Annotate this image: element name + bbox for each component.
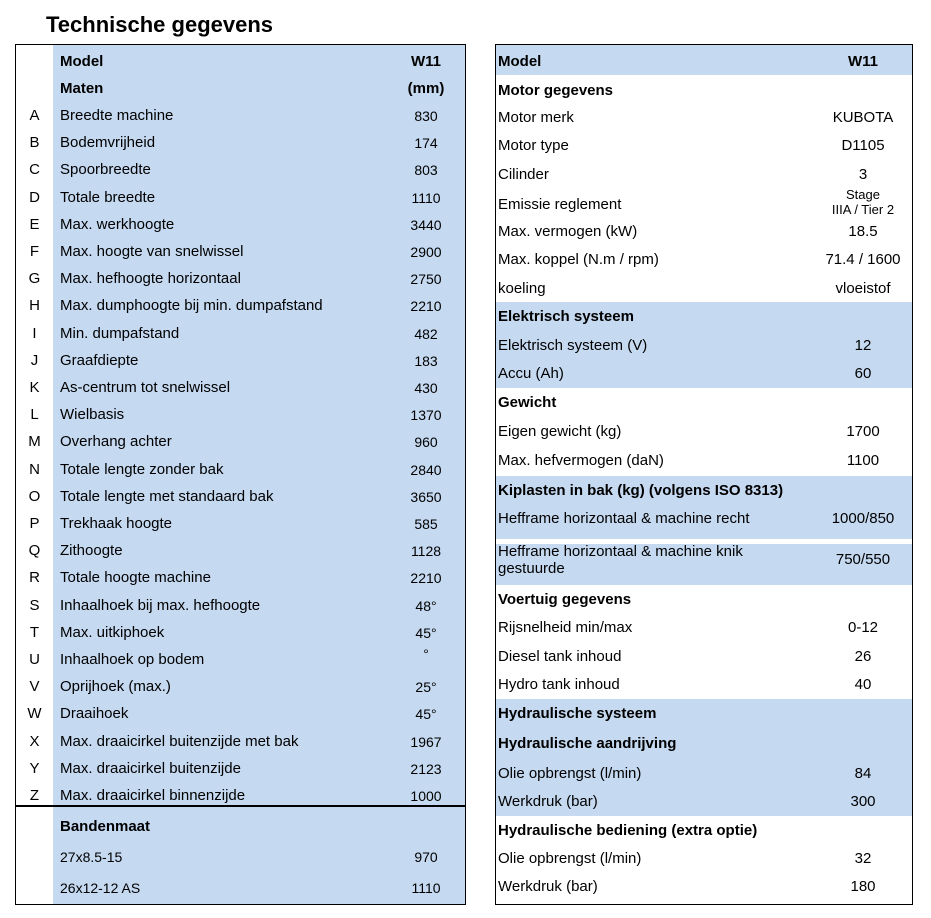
spec-label: koeling	[498, 280, 546, 297]
dimension-letter: W	[27, 705, 42, 723]
dimension-label: Zithoogte	[60, 542, 123, 560]
dimension-value: 174	[414, 135, 438, 152]
spec-label: Hefframe horizontaal & machine knik	[498, 543, 743, 560]
maten-unit: (mm)	[407, 80, 445, 97]
spec-label: Rijsnelheid min/max	[498, 619, 633, 636]
dimension-letter: S	[29, 596, 40, 614]
dimension-value: 3650	[410, 488, 442, 505]
tyre-size-label: 27x8.5-15	[60, 849, 123, 865]
dimension-label: Max. uitkiphoek	[60, 623, 165, 641]
dimension-letter: I	[32, 324, 37, 342]
spec-section-label: Motor gegevens	[498, 82, 614, 99]
spec-value: vloeistof	[835, 280, 891, 297]
spec-label: Hefframe horizontaal & machine recht	[498, 510, 750, 527]
right-model-value: W11	[847, 53, 878, 70]
dimension-label: Max. draaicirkel buitenzijde	[60, 759, 241, 777]
dimension-letter: Y	[29, 759, 40, 777]
dimension-label: Max. draaicirkel binnenzijde	[60, 787, 246, 804]
tyre-size-value: 970	[414, 849, 438, 865]
dimension-label: Min. dumpafstand	[60, 324, 180, 342]
left-model-label: Model	[60, 53, 104, 70]
dimension-label: Inhaalhoek op bodem	[60, 651, 205, 668]
dimension-value: 482	[414, 325, 438, 342]
spec-value: 26	[854, 648, 872, 665]
dimension-value: 803	[414, 162, 438, 179]
tyre-section-label: Bandenmaat	[60, 818, 151, 835]
dimension-value: 430	[414, 380, 438, 396]
dimension-label: Graafdiepte	[60, 351, 139, 369]
spec-value: 0-12	[847, 619, 879, 636]
dimension-value: 1967	[410, 733, 442, 750]
spec-value: Stage	[846, 187, 880, 202]
dimensions-table	[15, 44, 466, 806]
spec-value: IIIA / Tier 2	[831, 202, 895, 217]
spec-label: Emissie reglement	[498, 196, 622, 213]
spec-section-label: Hydraulische aandrijving	[498, 735, 677, 752]
dimension-value: 2900	[410, 244, 442, 260]
spec-value: KUBOTA	[832, 109, 894, 126]
dimension-label: Wielbasis	[60, 406, 125, 424]
spec-label: Cilinder	[498, 166, 549, 183]
maten-section-label: Maten	[60, 80, 104, 97]
spec-section-label: Hydraulische systeem	[498, 705, 657, 722]
spec-label: Elektrisch systeem (V)	[498, 337, 648, 354]
spec-value: 18.5	[848, 223, 878, 240]
dimension-value: 2210	[410, 570, 442, 587]
spec-label: Werkdruk (bar)	[498, 793, 598, 810]
dimension-value: 585	[414, 516, 438, 532]
dimension-letter: F	[29, 243, 40, 260]
spec-label: Diesel tank inhoud	[498, 648, 622, 665]
spec-value: 71.4 / 1600	[825, 251, 901, 268]
spec-label: Werkdruk (bar)	[498, 878, 598, 895]
dimension-letter: N	[29, 460, 40, 478]
dimension-value: 2210	[410, 298, 442, 315]
dimension-letter: U	[29, 651, 40, 668]
dimension-label: Breedte machine	[60, 107, 174, 124]
dimension-letter: O	[28, 487, 41, 505]
dimension-label: Max. dumphoogte bij min. dumpafstand	[60, 297, 323, 315]
dimension-value: 1110	[411, 189, 441, 206]
dimension-value: 2750	[410, 271, 442, 288]
spec-section-label: Gewicht	[498, 394, 557, 411]
engine-specs-table	[495, 44, 913, 905]
spec-label: Max. koppel (N.m / rpm)	[498, 251, 659, 268]
dimension-letter: Z	[29, 787, 40, 804]
dimension-letter: L	[30, 406, 39, 424]
tyre-table	[15, 806, 466, 905]
dimension-value: 48°	[415, 597, 437, 614]
spec-value: 300	[850, 793, 876, 810]
dimension-label: Max. draaicirkel buitenzijde met bak	[60, 732, 299, 750]
dimension-label: Inhaalhoek bij max. hefhoogte	[60, 596, 261, 614]
dimension-letter: X	[29, 732, 40, 750]
dimension-letter: P	[29, 515, 40, 532]
dimension-letter: K	[29, 379, 40, 396]
dimension-value: °	[423, 646, 429, 662]
dimension-letter: R	[29, 569, 40, 587]
spec-label: Hydro tank inhoud	[498, 676, 620, 693]
dimension-value: 1128	[410, 543, 442, 560]
spec-value: 60	[854, 365, 872, 382]
dimension-label: Draaihoek	[60, 705, 129, 723]
spec-section-label: Kiplasten in bak (kg) (volgens ISO 8313)	[498, 482, 784, 499]
spec-label: gestuurde	[498, 560, 565, 577]
dimension-letter: B	[29, 134, 40, 152]
tyre-size-value: 1110	[411, 880, 441, 896]
spec-value: 750/550	[835, 551, 891, 568]
dimension-label: Spoorbreedte	[60, 161, 151, 179]
dimension-letter: V	[29, 678, 40, 696]
dimension-label: Oprijhoek (max.)	[60, 678, 171, 696]
dimension-letter: A	[29, 107, 40, 124]
dimension-label: Totale hoogte machine	[60, 569, 211, 587]
dimension-value: 1370	[410, 407, 442, 424]
spec-value: 1700	[846, 423, 880, 440]
spec-value: 1100	[846, 452, 880, 469]
spec-label: Motor merk	[498, 109, 574, 126]
dimension-value: 183	[414, 352, 438, 369]
spec-value: 3	[858, 166, 868, 183]
dimension-label: Overhang achter	[60, 433, 172, 451]
dimension-value: 2123	[410, 760, 442, 777]
dimension-value: 45°	[415, 624, 437, 641]
spec-value: D1105	[841, 137, 885, 154]
spec-value: 84	[854, 765, 872, 782]
page-title: Technische gegevens	[46, 12, 274, 37]
spec-value: 32	[854, 850, 872, 867]
dimension-label: Totale lengte met standaard bak	[60, 487, 274, 505]
dimension-letter: Q	[28, 542, 41, 560]
spec-value: 12	[854, 337, 872, 354]
spec-label: Eigen gewicht (kg)	[498, 423, 622, 440]
dimension-letter: E	[29, 215, 40, 233]
dimension-letter: H	[29, 297, 40, 315]
dimension-value: 1000	[410, 788, 442, 804]
spec-label: Max. vermogen (kW)	[498, 223, 638, 240]
dimension-label: Bodemvrijheid	[60, 134, 156, 152]
spec-section-label: Voertuig gegevens	[498, 591, 632, 608]
dimension-label: Totale lengte zonder bak	[60, 460, 224, 478]
tyre-size-label: 26x12-12 AS	[60, 880, 141, 896]
dimension-value: 45°	[415, 706, 437, 723]
dimension-value: 830	[414, 108, 438, 124]
dimension-value: 3440	[410, 216, 442, 233]
dimension-letter: T	[29, 623, 40, 641]
spec-label: Olie opbrengst (l/min)	[498, 765, 642, 782]
dimension-letter: J	[30, 351, 39, 369]
right-model-label: Model	[498, 53, 542, 70]
spec-value: 1000/850	[831, 510, 895, 527]
spec-section-label: Elektrisch systeem	[498, 308, 634, 325]
left-model-value: W11	[410, 53, 441, 70]
dimension-value: 960	[414, 434, 438, 451]
dimension-label: Trekhaak hoogte	[60, 515, 173, 532]
dimension-letter: G	[28, 270, 41, 288]
dimension-label: As-centrum tot snelwissel	[60, 379, 231, 396]
dimension-letter: M	[28, 433, 41, 451]
spec-label: Motor type	[498, 137, 569, 154]
spec-label: Olie opbrengst (l/min)	[498, 850, 642, 867]
dimension-value: 2840	[410, 461, 442, 478]
spec-section-label: Hydraulische bediening (extra optie)	[498, 822, 758, 839]
dimension-letter: D	[29, 188, 40, 206]
dimension-label: Totale breedte	[60, 188, 156, 206]
spec-value: 40	[854, 676, 872, 693]
spec-label: Accu (Ah)	[498, 365, 564, 382]
dimension-label: Max. werkhoogte	[60, 215, 175, 233]
dimension-label: Max. hefhoogte horizontaal	[60, 270, 241, 288]
dimension-label: Max. hoogte van snelwissel	[60, 243, 244, 260]
spec-value: 180	[850, 878, 876, 895]
dimension-letter: C	[29, 161, 40, 179]
spec-label: Max. hefvermogen (daN)	[498, 452, 664, 469]
dimension-value: 25°	[415, 679, 437, 696]
